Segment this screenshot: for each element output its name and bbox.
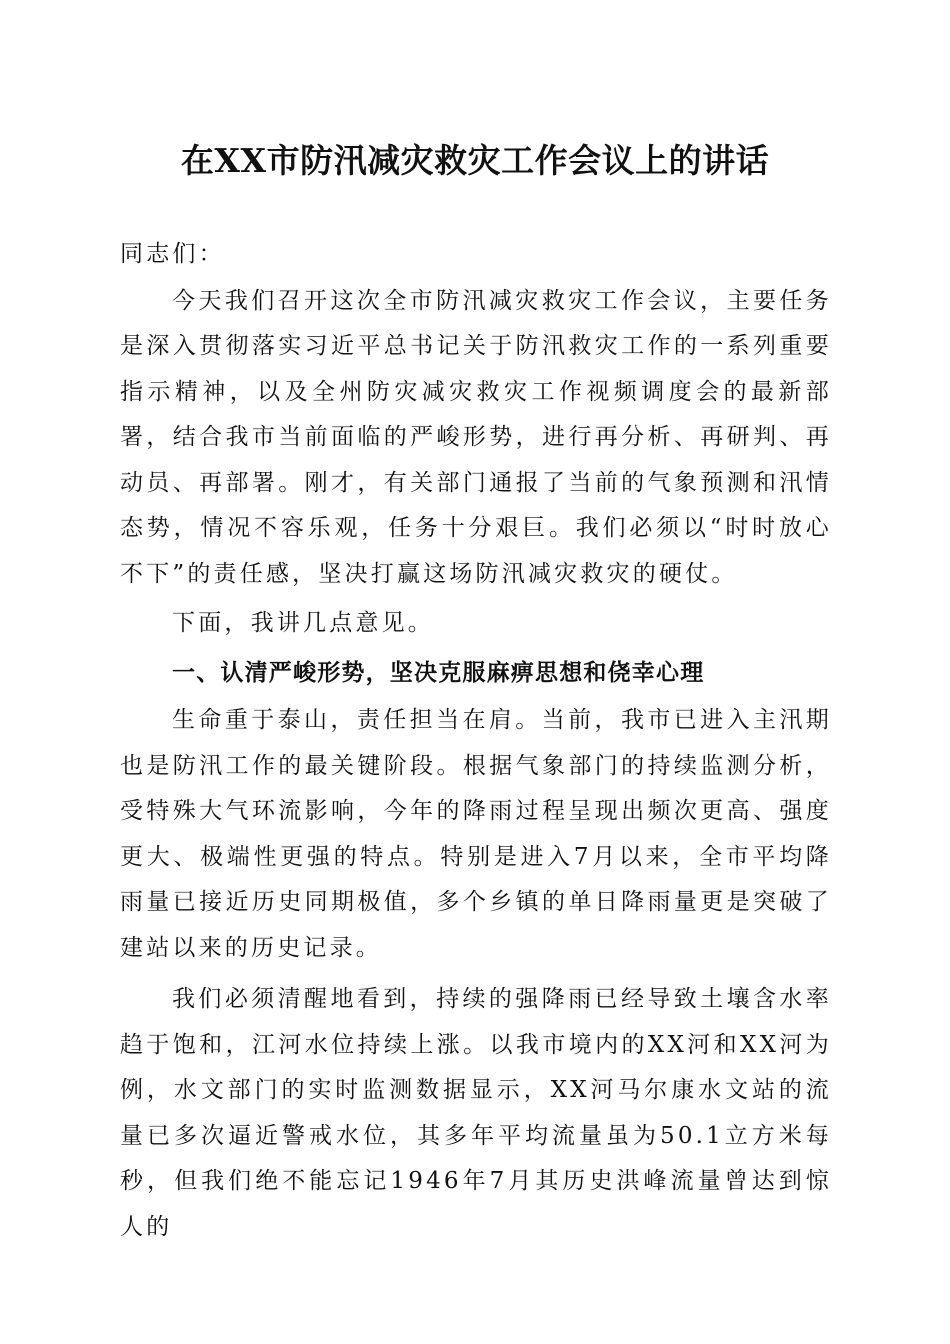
paragraph-section1-2: 我们必须清醒地看到，持续的强降雨已经导致土壤含水率趋于饱和，江河水位持续上涨。以我市境内的XX河和XX河为例，水文部门的实时监测数据显示，XX河马尔康水文站的流量已多次逼近警戒水位，其多年平均流量虽为50.1立方米每秒，但我们绝不能忘记1946年7月其历史洪峰流量曾达到惊人的 <box>120 986 832 1240</box>
paragraph-intro: 今天我们召开这次全市防汛减灾救灾工作会议，主要任务是深入贯彻落实习近平总书记关于防汛救灾工作的一系列重要指示精神，以及全州防灾减灾救灾工作视频调度会的最新部署，结合我市当前面临的严峻形势，进行再分析、再研判、再动员、再部署。刚才，有关部门通报了当前的气象预测和汛情态势，情况不容乐观，任务十分艰巨。我们必须以“时时放心不下”的责任感，坚决打赢这场防汛减灾救灾的硬仗。 <box>120 287 832 587</box>
document-title: 在XX市防汛减灾救灾工作会议上的讲话 <box>180 141 770 180</box>
section-heading-1: 一、认清严峻形势，坚决克服麻痹思想和侥幸心理 <box>172 659 705 686</box>
document-body <box>120 232 832 1250</box>
paragraph-section1-1: 生命重于泰山，责任担当在肩。当前，我市已进入主汛期也是防汛工作的最关键阶段。根据气象部门的持续监测分析，受特殊大气环流影响，今年的降雨过程呈现出频次更高、强度更大、极端性更强的特点。特别是进入7月以来，全市平均降雨量已接近历史同期极值，多个乡镇的单日降雨量更是突破了建站以来的历史记录。 <box>120 707 832 961</box>
salutation: 同志们： <box>120 241 225 267</box>
paragraph-transition: 下面，我讲几点意见。 <box>172 610 434 636</box>
